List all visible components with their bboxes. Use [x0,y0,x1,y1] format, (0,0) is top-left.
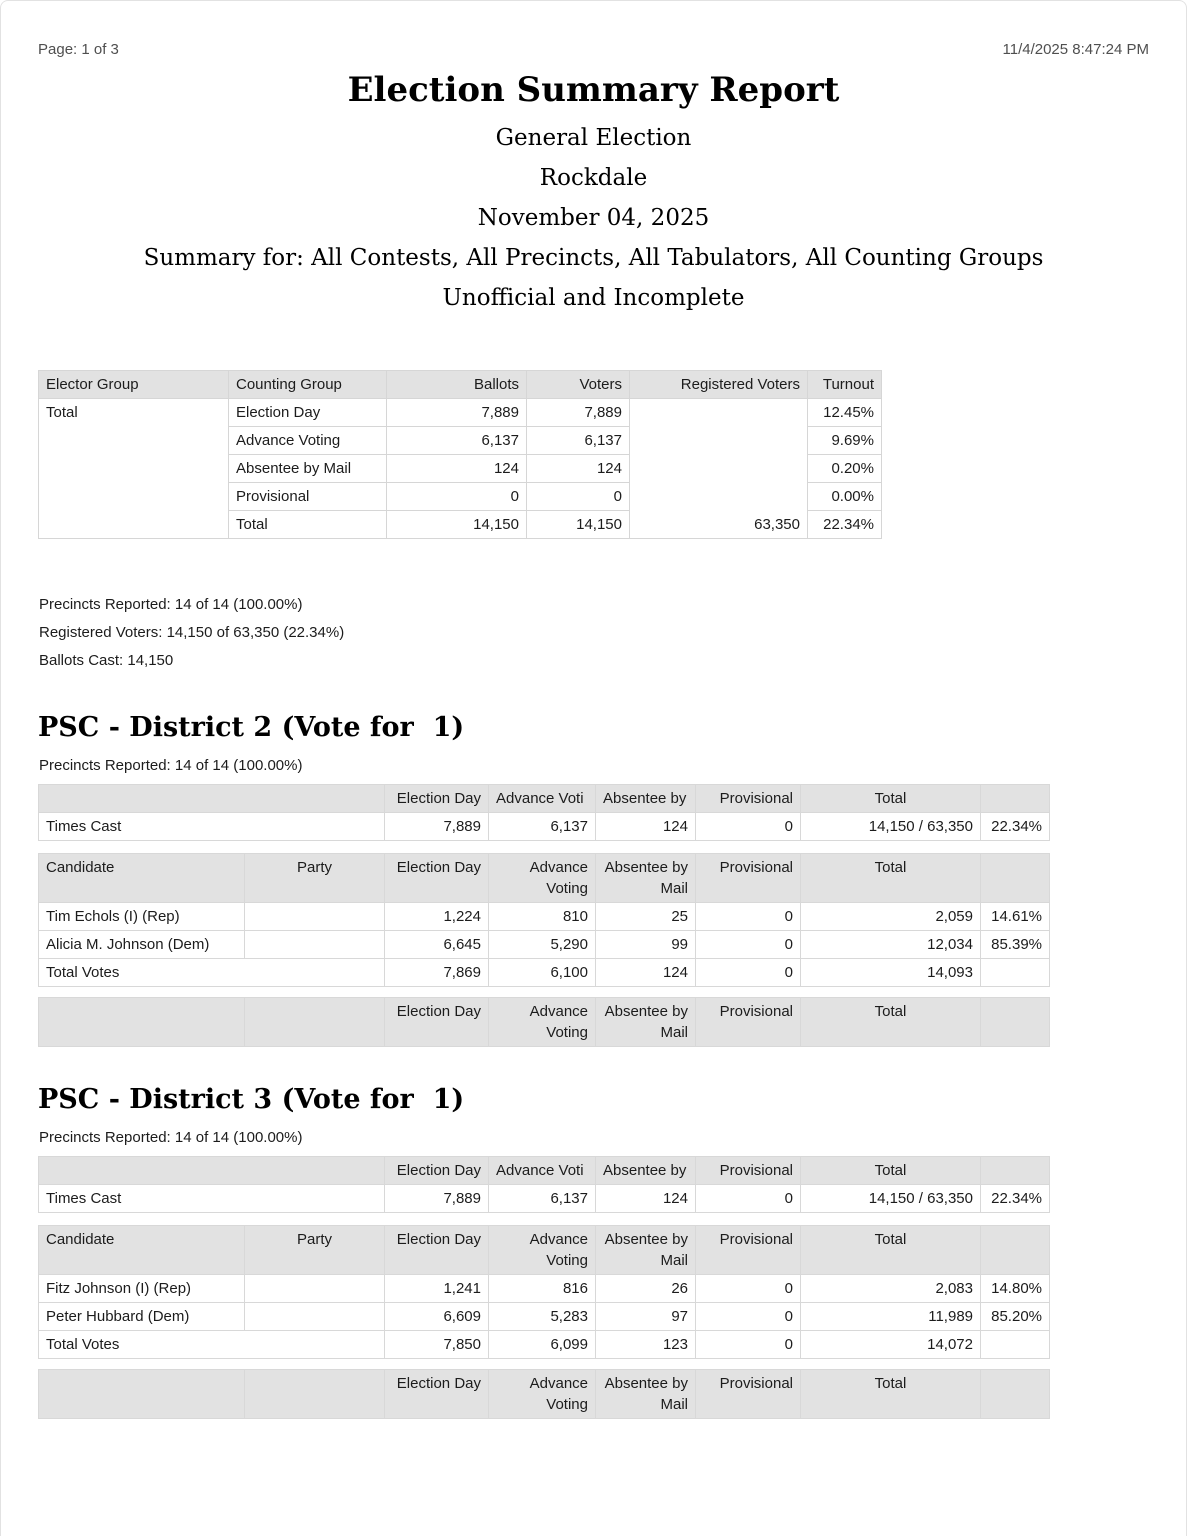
provisional-cell: 0 [696,1303,801,1331]
page-number-label: Page: 1 of 3 [38,41,119,58]
provisional-cell: 0 [696,1185,801,1213]
summary-header-row [39,371,882,399]
contest-section-psc-district-3 [1,1083,1186,1419]
election-day-cell: 1,224 [385,903,489,931]
voters-cell: 124 [527,455,630,483]
total-cell: 14,150 / 63,350 [801,1185,981,1213]
contest-title: PSC - District 2 (Vote for 1) [38,712,465,743]
header-absentee-by-mail: Absentee by [596,785,696,813]
party-cell [245,1275,385,1303]
header-absentee-by-mail: Absentee by [596,1157,696,1185]
times-cast-header-row [39,1157,1050,1185]
percent-cell: 14.80% [981,1275,1050,1303]
absentee-cell: 99 [596,931,696,959]
header-percent-spacer [981,785,1050,813]
header-advance-voting: Advance Voti [489,1157,596,1185]
footer-provisional: Provisional [696,998,801,1047]
candidate-row [39,931,1050,959]
election-day-cell: 7,889 [385,813,489,841]
header-provisional: Provisional [696,854,801,903]
subtitle-election-type: General Election [495,125,692,151]
candidate-header-row [39,1226,1050,1275]
subtitle-scope: Summary for: All Contests, All Precincts, All Tabulators, All Counting Groups [143,245,1044,271]
advance-voting-cell: 5,290 [489,931,596,959]
header-elector-group: Elector Group [39,371,229,399]
percent-cell: 85.20% [981,1303,1050,1331]
candidate-header-row [39,854,1050,903]
header-percent-spacer [981,1226,1050,1275]
turnout-cell: 0.20% [808,455,882,483]
header-party: Party [245,1226,385,1275]
total-cell: 14,150 / 63,350 [801,813,981,841]
footer-header-row [39,1370,1050,1419]
elector-group-cell: Total [39,399,229,539]
header-turnout: Turnout [808,371,882,399]
header-voters: Voters [527,371,630,399]
header-provisional: Provisional [696,1157,801,1185]
column-footer-bar [38,1369,1050,1419]
provisional-cell: 0 [696,903,801,931]
table-row [39,399,882,427]
provisional-cell: 0 [696,1275,801,1303]
footer-spacer [245,998,385,1047]
election-day-cell: 7,889 [385,1185,489,1213]
candidate-name: Alicia M. Johnson (Dem) [39,931,245,959]
header-registered-voters: Registered Voters [630,371,808,399]
footer-total: Total [801,1370,981,1419]
advance-voting-cell: 816 [489,1275,596,1303]
counting-group-cell: Advance Voting [229,427,387,455]
absentee-cell: 124 [596,1185,696,1213]
header-election-day: Election Day [385,1157,489,1185]
footer-spacer [245,1370,385,1419]
total-votes-label: Total Votes [39,1331,385,1359]
election-day-cell: 7,850 [385,1331,489,1359]
candidate-table [38,1225,1050,1359]
times-cast-label: Times Cast [39,813,385,841]
summary-table [38,370,882,539]
header-provisional: Provisional [696,785,801,813]
precincts-reported: Precincts Reported: 14 of 14 (100.00%) [39,596,303,613]
header-candidate: Candidate [39,854,245,903]
candidate-row [39,1303,1050,1331]
advance-voting-cell: 6,100 [489,959,596,987]
party-cell [245,1303,385,1331]
turnout-cell: 9.69% [808,427,882,455]
absentee-cell: 124 [596,959,696,987]
header-total: Total [801,1226,981,1275]
absentee-cell: 123 [596,1331,696,1359]
provisional-cell: 0 [696,931,801,959]
absentee-cell: 97 [596,1303,696,1331]
subtitle-date: November 04, 2025 [477,205,710,231]
header-total: Total [801,1157,981,1185]
contest-section-psc-district-2 [1,711,1186,1047]
percent-cell: 22.34% [981,813,1050,841]
total-cell: 2,083 [801,1275,981,1303]
advance-voting-cell: 6,137 [489,1185,596,1213]
header-total: Total [801,854,981,903]
voters-cell: 0 [527,483,630,511]
voters-cell: 7,889 [527,399,630,427]
registered-voters-cell: 63,350 [630,399,808,539]
candidate-name: Peter Hubbard (Dem) [39,1303,245,1331]
provisional-cell: 0 [696,813,801,841]
advance-voting-cell: 810 [489,903,596,931]
percent-cell: 22.34% [981,1185,1050,1213]
footer-header-row [39,998,1050,1047]
turnout-cell: 22.34% [808,511,882,539]
footer-absentee-by-mail: Absentee by Mail [596,1370,696,1419]
times-cast-row [39,1185,1050,1213]
absentee-cell: 124 [596,813,696,841]
times-cast-row [39,813,1050,841]
ballots-cell: 0 [387,483,527,511]
header-spacer [39,785,385,813]
subtitle-jurisdiction: Rockdale [539,165,648,191]
footer-advance-voting: Advance Voting [489,1370,596,1419]
percent-cell [981,959,1050,987]
election-day-cell: 1,241 [385,1275,489,1303]
header-candidate: Candidate [39,1226,245,1275]
percent-cell: 14.61% [981,903,1050,931]
header-counting-group: Counting Group [229,371,387,399]
percent-cell [981,1331,1050,1359]
header-percent-spacer [981,1157,1050,1185]
ballots-cast-stat: Ballots Cast: 14,150 [39,652,174,669]
total-votes-row [39,959,1050,987]
header-advance-voting: Advance Voti [489,785,596,813]
advance-voting-cell: 5,283 [489,1303,596,1331]
footer-election-day: Election Day [385,998,489,1047]
total-cell: 12,034 [801,931,981,959]
footer-percent-spacer [981,1370,1050,1419]
header-provisional: Provisional [696,1226,801,1275]
counting-group-cell: Election Day [229,399,387,427]
header-election-day: Election Day [385,854,489,903]
total-cell: 14,093 [801,959,981,987]
footer-spacer [39,1370,245,1419]
overall-stats [39,591,1186,675]
footer-spacer [39,998,245,1047]
percent-cell: 85.39% [981,931,1050,959]
times-cast-header-row [39,785,1050,813]
header-spacer [39,1157,385,1185]
voters-cell: 14,150 [527,511,630,539]
header-election-day: Election Day [385,785,489,813]
column-footer-bar [38,997,1050,1047]
registered-voters-stat: Registered Voters: 14,150 of 63,350 (22.34%) [39,624,345,641]
absentee-cell: 25 [596,903,696,931]
advance-voting-cell: 6,099 [489,1331,596,1359]
footer-provisional: Provisional [696,1370,801,1419]
provisional-cell: 0 [696,1331,801,1359]
times-cast-table [38,784,1050,841]
header-party: Party [245,854,385,903]
total-votes-row [39,1331,1050,1359]
ballots-cell: 14,150 [387,511,527,539]
header-election-day: Election Day [385,1226,489,1275]
counting-group-cell: Provisional [229,483,387,511]
candidate-table [38,853,1050,987]
election-day-cell: 6,609 [385,1303,489,1331]
footer-total: Total [801,998,981,1047]
contest-title: PSC - District 3 (Vote for 1) [38,1084,465,1115]
party-cell [245,903,385,931]
turnout-cell: 12.45% [808,399,882,427]
election-day-cell: 7,869 [385,959,489,987]
page-header [1,1,1186,58]
report-timestamp: 11/4/2025 8:47:24 PM [1002,41,1149,58]
precincts-reported: Precincts Reported: 14 of 14 (100.00%) [39,757,303,774]
footer-election-day: Election Day [385,1370,489,1419]
header-advance-voting: Advance Voting [489,1226,596,1275]
counting-group-cell: Absentee by Mail [229,455,387,483]
total-cell: 14,072 [801,1331,981,1359]
header-total: Total [801,785,981,813]
absentee-cell: 26 [596,1275,696,1303]
header-absentee-by-mail: Absentee by Mail [596,1226,696,1275]
voters-cell: 6,137 [527,427,630,455]
counting-group-cell: Total [229,511,387,539]
times-cast-table [38,1156,1050,1213]
footer-percent-spacer [981,998,1050,1047]
ballots-cell: 7,889 [387,399,527,427]
header-ballots: Ballots [387,371,527,399]
advance-voting-cell: 6,137 [489,813,596,841]
precincts-reported: Precincts Reported: 14 of 14 (100.00%) [39,1129,303,1146]
header-advance-voting: Advance Voting [489,854,596,903]
report-subtitles [1,118,1186,318]
header-absentee-by-mail: Absentee by Mail [596,854,696,903]
total-cell: 11,989 [801,1303,981,1331]
candidate-name: Tim Echols (I) (Rep) [39,903,245,931]
ballots-cell: 124 [387,455,527,483]
ballots-cell: 6,137 [387,427,527,455]
subtitle-status: Unofficial and Incomplete [442,285,745,311]
total-votes-label: Total Votes [39,959,385,987]
candidate-name: Fitz Johnson (I) (Rep) [39,1275,245,1303]
total-cell: 2,059 [801,903,981,931]
footer-absentee-by-mail: Absentee by Mail [596,998,696,1047]
report-title: Election Summary Report [347,70,840,110]
times-cast-label: Times Cast [39,1185,385,1213]
footer-advance-voting: Advance Voting [489,998,596,1047]
provisional-cell: 0 [696,959,801,987]
candidate-row [39,903,1050,931]
turnout-cell: 0.00% [808,483,882,511]
header-percent-spacer [981,854,1050,903]
candidate-row [39,1275,1050,1303]
party-cell [245,931,385,959]
election-day-cell: 6,645 [385,931,489,959]
